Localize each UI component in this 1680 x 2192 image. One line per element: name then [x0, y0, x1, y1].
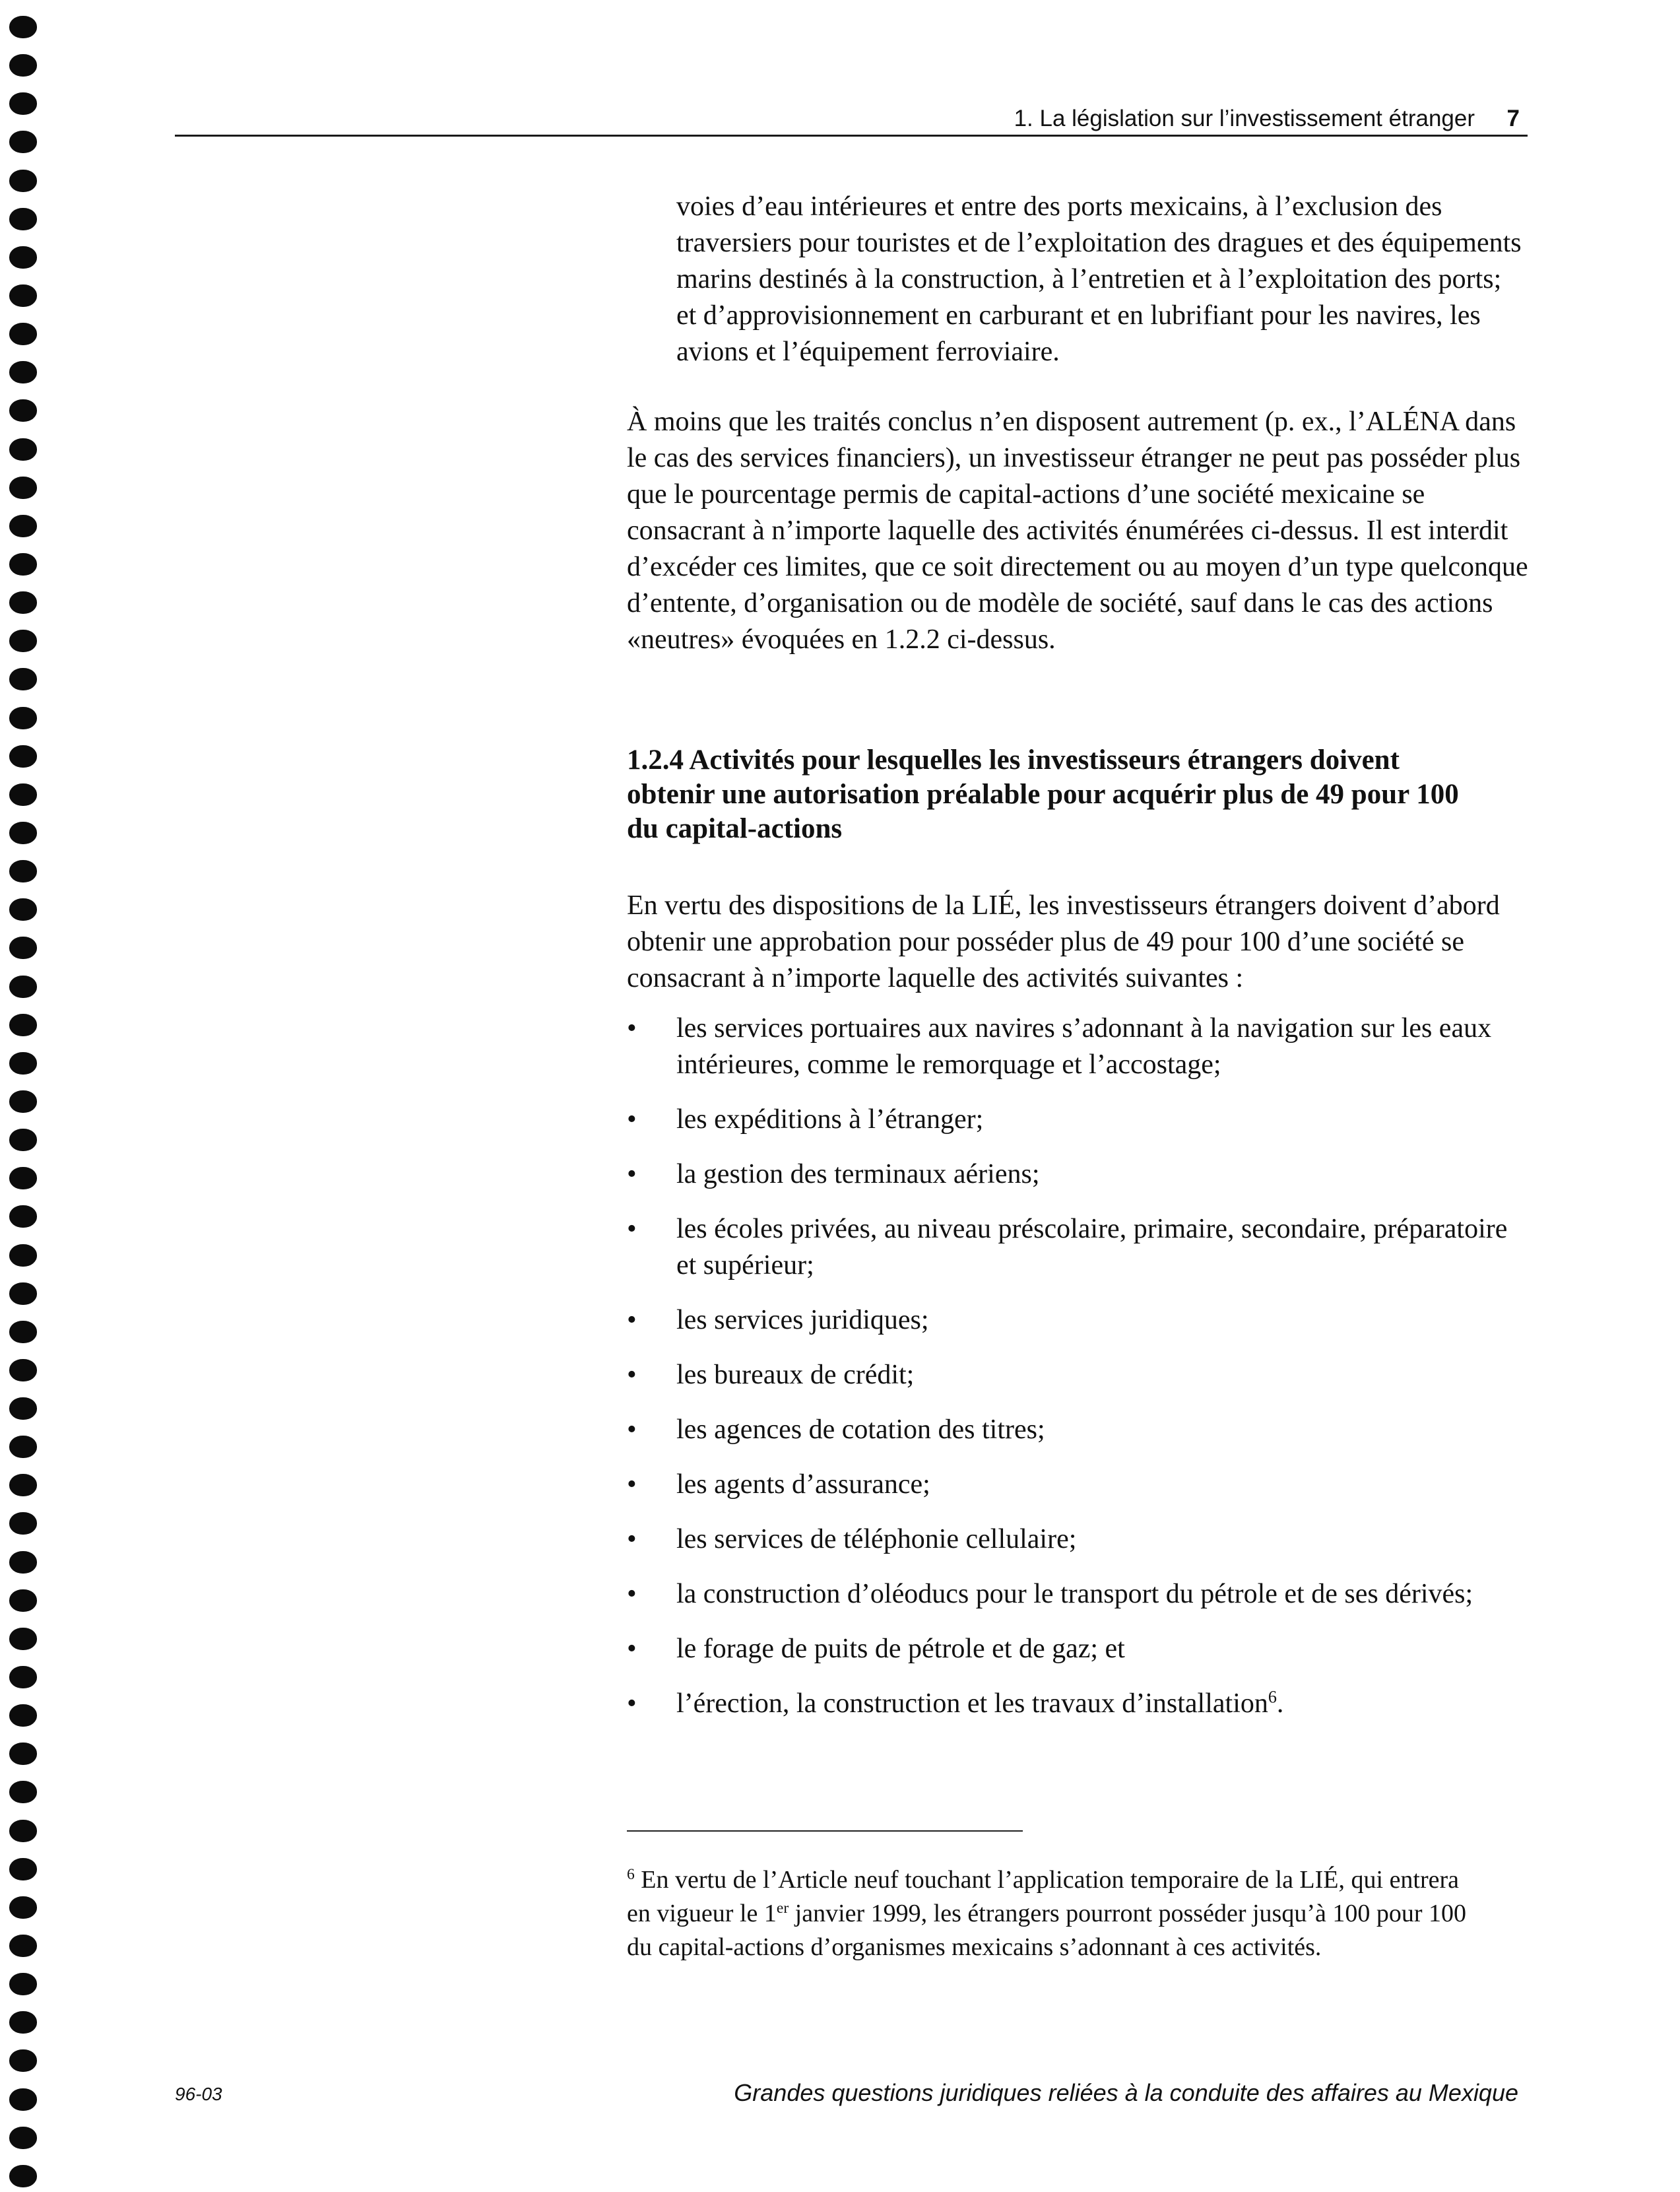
footnote-marker: 6 — [627, 1866, 635, 1884]
activity-list — [627, 1011, 1531, 1741]
binding-hole — [9, 2011, 37, 2034]
binding-hole — [9, 1935, 37, 1957]
list-item-text: les agents d’assurance; — [676, 1469, 930, 1500]
spiral-binding-holes — [9, 16, 38, 2187]
binding-hole — [9, 1282, 37, 1305]
list-item-text: l’érection, la construction et les travaux d’installation — [676, 1688, 1268, 1719]
bullet-icon: • — [627, 1688, 637, 1719]
bullet-icon: • — [627, 1414, 637, 1445]
list-item-text: les services de téléphonie cellulaire; — [676, 1524, 1077, 1554]
list-item — [627, 1576, 1531, 1612]
binding-hole — [9, 1167, 37, 1189]
list-item-text: les services portuaires aux navires s’adonnant à la navigation sur les eaux intérieures, comme le remorquage et l’accostage; — [676, 1013, 1492, 1080]
binding-hole — [9, 1359, 37, 1381]
binding-hole — [9, 1551, 37, 1574]
binding-hole — [9, 1397, 37, 1420]
binding-hole — [9, 553, 37, 576]
binding-hole — [9, 630, 37, 652]
binding-hole — [9, 668, 37, 690]
binding-hole — [9, 1090, 37, 1113]
running-header — [175, 102, 1528, 137]
list-item-text: les expéditions à l’étranger; — [676, 1104, 984, 1135]
list-item — [627, 1521, 1531, 1558]
page-number: 7 — [1506, 106, 1520, 131]
bullet-icon: • — [627, 1013, 637, 1044]
binding-hole — [9, 1896, 37, 1919]
binding-hole — [9, 246, 37, 269]
footnote-ordinal: er — [776, 1900, 789, 1917]
binding-hole — [9, 2049, 37, 2072]
binding-hole — [9, 745, 37, 768]
binding-hole — [9, 937, 37, 959]
binding-hole — [9, 707, 37, 729]
bullet-icon: • — [627, 1214, 637, 1244]
binding-hole — [9, 54, 37, 77]
binding-hole — [9, 2127, 37, 2149]
binding-hole — [9, 92, 37, 115]
binding-hole — [9, 860, 37, 882]
binding-hole — [9, 1244, 37, 1267]
body-paragraph: À moins que les traités conclus n’en disposent autrement (p. ex., l’ALÉNA dans le cas des services financiers), un investisseur étranger ne peut pas posséder plus que le pourcentage permis de capital-actions d’une société mexicaine se consacrant à n’importe laquelle des activités énumérées ci-dessus. Il est interdit d’excéder ces limites, que ce soit directement ou au moyen d’un type quelconque d’entente, d’organisation ou de modèle de société, sauf dans le cas des actions «neutres» évoquées en 1.2.2 ci-dessus. — [627, 407, 1528, 655]
list-item-end: . — [1276, 1688, 1284, 1719]
binding-hole — [9, 16, 37, 38]
continuation-paragraph: voies d’eau intérieures et entre des ports mexicains, à l’exclusion des traversiers pour touristes et de l’exploitation des dragues et des équipements marins destinés à la construction, à l’entretien et à l’exploitation des ports; et d’approvisionnement en carburant et en lubrifiant pour les navires, les avions et l’équipement ferroviaire. — [676, 191, 1522, 367]
list-item — [627, 1302, 1531, 1339]
binding-hole — [9, 438, 37, 461]
list-item — [627, 1357, 1531, 1393]
bullet-icon: • — [627, 1579, 637, 1609]
list-item-text: la construction d’oléoducs pour le transport du pétrole et de ses dérivés; — [676, 1579, 1473, 1609]
binding-hole — [9, 399, 37, 422]
binding-hole — [9, 1781, 37, 1803]
bullet-icon: • — [627, 1634, 637, 1664]
binding-hole — [9, 1589, 37, 1612]
binding-hole — [9, 2165, 37, 2187]
list-item-text: les agences de cotation des titres; — [676, 1414, 1045, 1445]
binding-hole — [9, 591, 37, 614]
footnote-text: En vertu de l’Article neuf touchant l’application temporaire de la LIÉ, qui entrera en vigueur le 1 — [627, 1866, 1460, 1927]
binding-hole — [9, 822, 37, 844]
footnote-reference: 6 — [1268, 1687, 1277, 1707]
list-item — [627, 1631, 1531, 1667]
bullet-icon: • — [627, 1104, 637, 1135]
binding-hole — [9, 1129, 37, 1151]
binding-hole — [9, 976, 37, 998]
binding-hole — [9, 361, 37, 383]
bullet-icon: • — [627, 1159, 637, 1189]
bullet-icon: • — [627, 1469, 637, 1500]
binding-hole — [9, 1858, 37, 1880]
list-item-text: le forage de puits de pétrole et de gaz; et — [676, 1634, 1125, 1664]
binding-hole — [9, 783, 37, 806]
list-item — [627, 1211, 1531, 1284]
list-item-text: la gestion des terminaux aériens; — [676, 1159, 1040, 1189]
binding-hole — [9, 323, 37, 345]
footnote-text-continued: janvier 1999, les étrangers pourront posséder jusqu’à 100 pour 100 du capital-actions d’organismes mexicains s’adonnant à ces activités. — [627, 1900, 1466, 1961]
binding-hole — [9, 477, 37, 499]
bullet-icon: • — [627, 1305, 637, 1335]
section-heading: 1.2.4 Activités pour lesquelles les investisseurs étrangers doivent obtenir une autorisation préalable pour acquérir plus de 49 pour 100 du capital-actions — [627, 745, 1459, 844]
binding-hole — [9, 1743, 37, 1765]
bullet-icon: • — [627, 1360, 637, 1390]
binding-hole — [9, 1666, 37, 1688]
binding-hole — [9, 1973, 37, 1995]
binding-hole — [9, 1205, 37, 1228]
binding-hole — [9, 1628, 37, 1650]
binding-hole — [9, 1474, 37, 1496]
list-item — [627, 1156, 1531, 1193]
intro-paragraph: En vertu des dispositions de la LIÉ, les investisseurs étrangers doivent d’abord obtenir une approbation pour posséder plus de 49 pour 100 d’une société se consacrant à n’importe laquelle des activités suivantes : — [627, 890, 1500, 993]
binding-hole — [9, 1052, 37, 1075]
footnote — [627, 1863, 1478, 1964]
list-item — [627, 1102, 1531, 1138]
binding-hole — [9, 2088, 37, 2111]
list-item — [627, 1467, 1531, 1503]
list-item-text: les écoles privées, au niveau préscolaire, primaire, secondaire, préparatoire et supérieur; — [676, 1214, 1508, 1280]
chapter-title: 1. La législation sur l’investissement étranger — [1014, 106, 1475, 131]
document-code: 96-03 — [175, 2084, 222, 2104]
publication-title: Grandes questions juridiques reliées à la conduite des affaires au Mexique — [734, 2079, 1518, 2106]
list-item-text: les services juridiques; — [676, 1305, 929, 1335]
binding-hole — [9, 1321, 37, 1343]
list-item-text: les bureaux de crédit; — [676, 1360, 915, 1390]
binding-hole — [9, 1436, 37, 1458]
binding-hole — [9, 1512, 37, 1535]
binding-hole — [9, 208, 37, 230]
list-item — [627, 1686, 1531, 1722]
footnote-separator — [627, 1830, 1023, 1832]
binding-hole — [9, 1704, 37, 1727]
binding-hole — [9, 898, 37, 921]
list-item — [627, 1412, 1531, 1448]
binding-hole — [9, 131, 37, 153]
binding-hole — [9, 284, 37, 307]
binding-hole — [9, 515, 37, 537]
binding-hole — [9, 170, 37, 192]
binding-hole — [9, 1820, 37, 1842]
list-item — [627, 1011, 1531, 1083]
binding-hole — [9, 1014, 37, 1036]
bullet-icon: • — [627, 1524, 637, 1554]
